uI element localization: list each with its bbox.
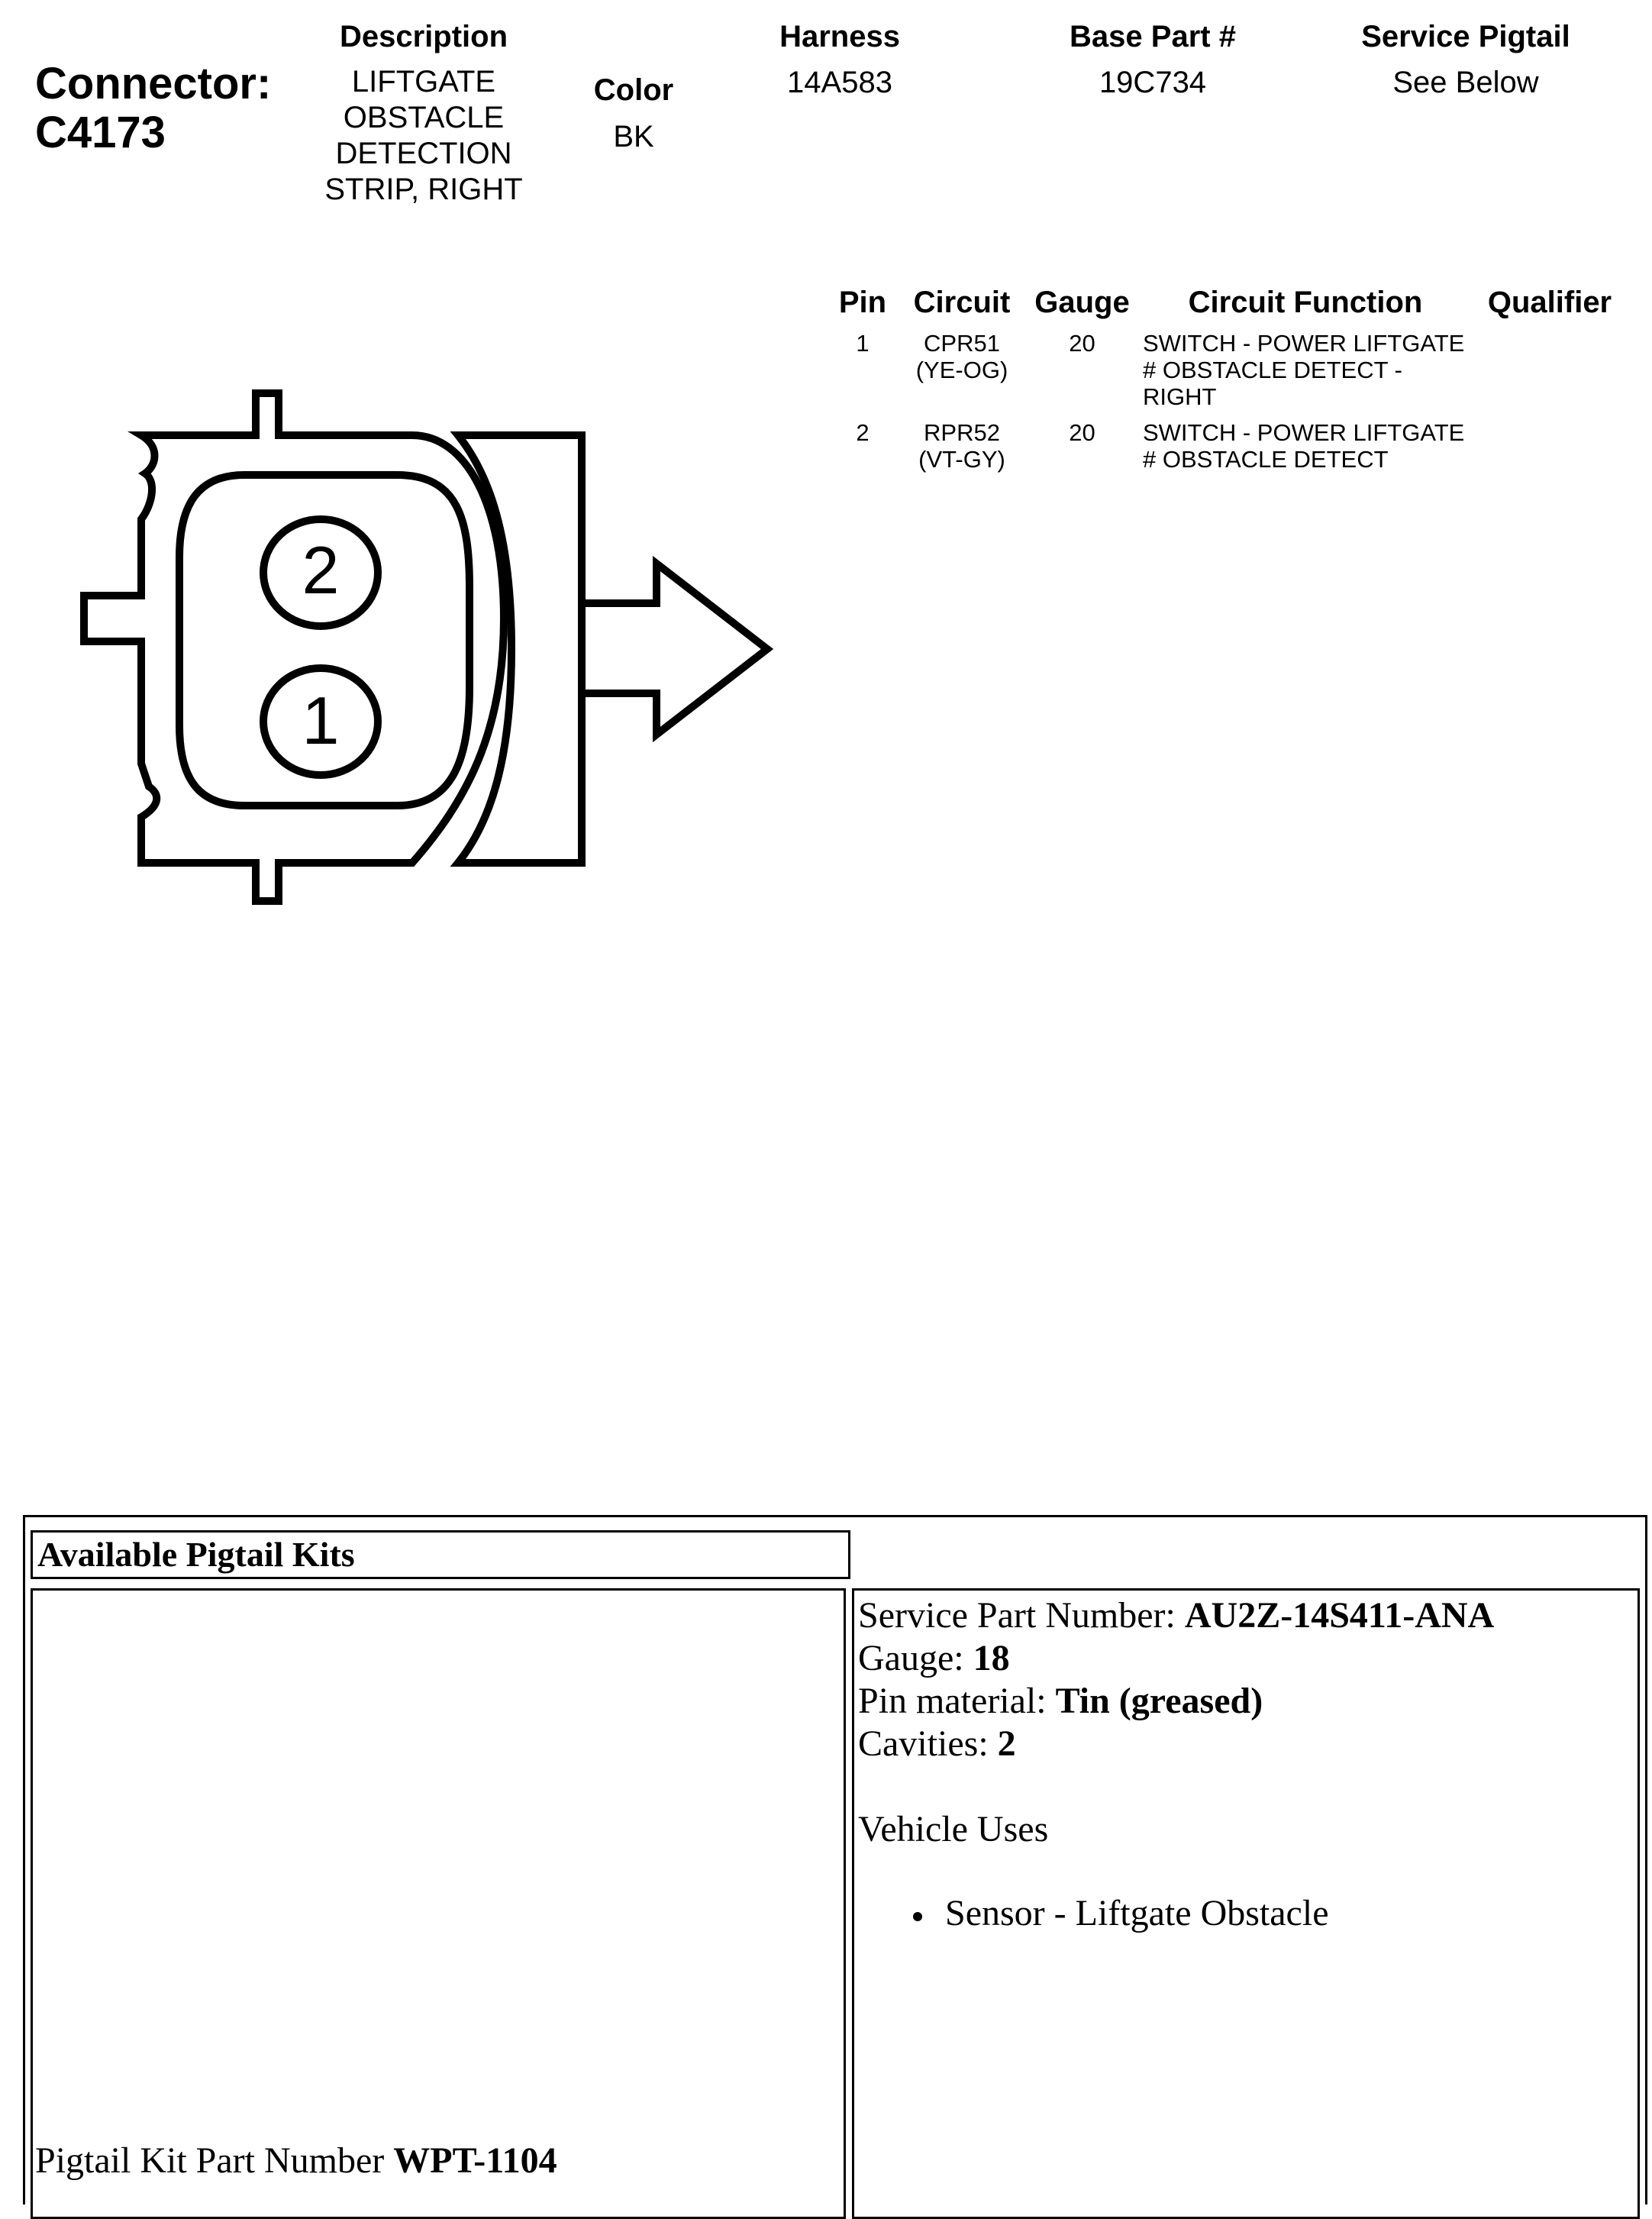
table-row-circuit: [901, 419, 1023, 473]
description-line: OBSTACLE: [343, 101, 505, 134]
description-line: DETECTION: [335, 137, 512, 170]
circuit-code: CPR51: [924, 330, 1000, 357]
pin-header: Pin: [838, 286, 887, 319]
description-line: LIFTGATE: [351, 65, 496, 99]
base-part-value: 19C734: [1099, 66, 1207, 99]
table-row-function: [1143, 419, 1471, 473]
circuit-code: RPR52: [924, 419, 1000, 446]
connector-heading: [35, 60, 271, 157]
connector-label: Connector:: [35, 59, 272, 108]
function-line: # OBSTACLE DETECT -: [1143, 357, 1402, 383]
pigtail-kits-title: Available Pigtail Kits: [31, 1530, 850, 1579]
circuit-function-header: Circuit Function: [1188, 286, 1423, 319]
direction-arrow: [582, 564, 767, 735]
function-line: RIGHT: [1143, 383, 1217, 410]
gauge-header: Gauge: [1034, 286, 1130, 319]
function-line: SWITCH - POWER LIFTGATE: [1143, 330, 1465, 357]
table-row-circuit: [901, 330, 1023, 383]
description-label: Description: [339, 20, 508, 53]
kit-part-value: WPT-1104: [393, 2140, 557, 2181]
pigtail-kit-image-cell: [31, 1588, 846, 2219]
circuit-color: (VT-GY): [918, 446, 1005, 473]
table-row-gauge: 20: [1069, 419, 1095, 446]
connector-housing-outline: [84, 393, 504, 901]
service-part-label: Service Part Number:: [858, 1595, 1185, 1636]
cavities-value: 2: [997, 1723, 1016, 1764]
table-row-function: [1143, 330, 1471, 410]
pin-material-info: [858, 1680, 1629, 1723]
harness-value: 14A583: [787, 66, 892, 99]
harness-label: Harness: [779, 20, 900, 53]
circuit-color: (YE-OG): [915, 357, 1008, 383]
connector-id: C4173: [35, 108, 166, 157]
connector-latch-block: [458, 435, 582, 863]
connector-face-diagram: [0, 367, 794, 947]
service-part-number: [858, 1594, 1629, 1637]
kit-part-label: Pigtail Kit Part Number: [35, 2140, 394, 2181]
service-pigtail-value: See Below: [1392, 66, 1539, 99]
description-value: [305, 64, 542, 208]
color-label: Color: [593, 73, 674, 107]
cavities-info: [858, 1723, 1629, 1765]
cavity-number: 1: [302, 683, 340, 758]
function-line: SWITCH - POWER LIFTGATE: [1143, 419, 1465, 446]
qualifier-header: Qualifier: [1487, 286, 1612, 319]
circuit-header: Circuit: [913, 286, 1011, 319]
bullet-icon: [913, 1912, 922, 1921]
service-pigtail-label: Service Pigtail: [1361, 20, 1570, 53]
table-row-gauge: 20: [1069, 330, 1095, 357]
cavities-label: Cavities:: [858, 1723, 998, 1764]
pin-material-label: Pin material:: [858, 1681, 1056, 1721]
cavity-number: 2: [302, 532, 340, 608]
pigtail-kit-part-number: [35, 2140, 557, 2182]
table-row-pin: 2: [856, 419, 870, 446]
pigtail-details: [858, 1594, 1629, 1935]
vehicle-uses-heading: Vehicle Uses: [858, 1809, 1049, 1849]
pin-material-value: Tin (greased): [1055, 1681, 1263, 1721]
list-item: Sensor - Liftgate Obstacle: [945, 1893, 1329, 1933]
vehicle-uses-list: [858, 1892, 1629, 1935]
description-line: STRIP, RIGHT: [324, 173, 523, 206]
gauge-value: 18: [973, 1638, 1010, 1678]
table-row-pin: 1: [856, 330, 870, 357]
gauge-info: [858, 1637, 1629, 1680]
base-part-label: Base Part #: [1070, 20, 1236, 53]
color-value: BK: [613, 120, 654, 153]
function-line: # OBSTACLE DETECT: [1143, 446, 1389, 473]
service-part-value: AU2Z-14S411-ANA: [1184, 1595, 1495, 1636]
gauge-label: Gauge:: [858, 1638, 973, 1678]
